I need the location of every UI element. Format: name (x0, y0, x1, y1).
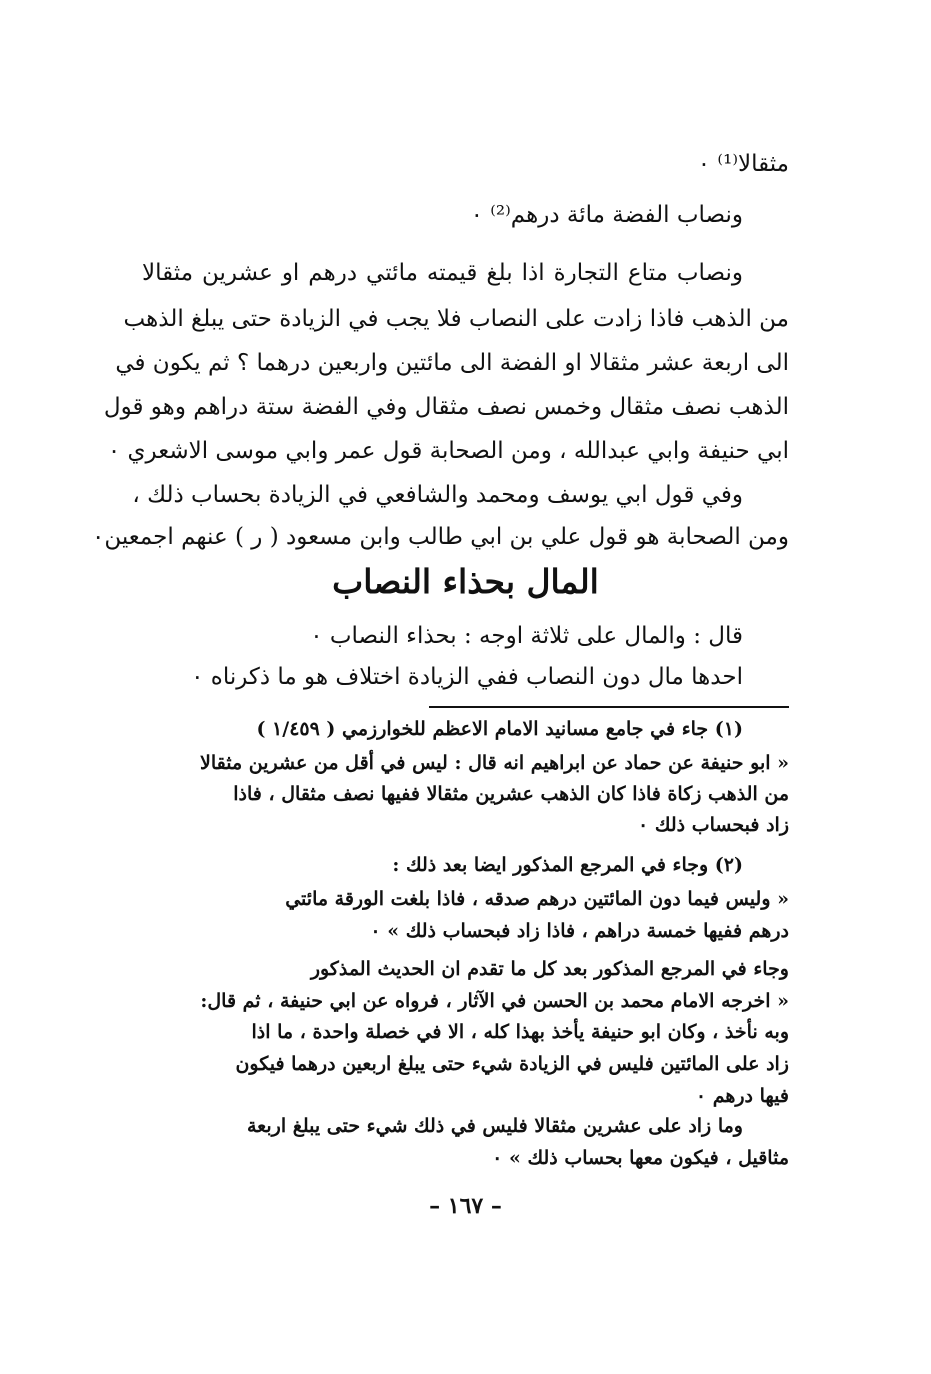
body-line: الى اربعة عشر مثقالا او الفضة الى مائتين واربعين درهما ؟ ثم يكون في (115, 350, 789, 376)
footnote-line: وبه نأخذ ، وكان ابو حنيفة يأخذ بهذا كله ، الا في خصلة واحدة ، ما اذا (251, 1021, 789, 1043)
footnote-line: زاد على المائتين فليس في الزيادة شيء حتى يبلغ اربعين درهما فيكون (235, 1053, 789, 1075)
body-line: احدها مال دون النصاب ففي الزيادة اختلاف هو ما ذكرناه ٠ (191, 664, 743, 690)
body-line: قال : والمال على ثلاثة اوجه : بحذاء النصاب ٠ (310, 623, 743, 649)
footnote-line: زاد فبحساب ذلك ٠ (638, 814, 789, 836)
footnote-line: فيها درهم ٠ (695, 1085, 789, 1107)
body-line: وفي قول ابي يوسف ومحمد والشافعي في الزيادة بحساب ذلك ، (132, 482, 743, 508)
footnote-line: « ابو حنيفة عن حماد عن ابراهيم انه قال : ليس في أقل من عشرين مثقالا (200, 752, 789, 774)
body-line: ومن الصحابة هو قول علي بن ابي طالب وابن مسعود ( ر ) عنهم اجمعين٠ (91, 524, 789, 550)
footnote-line: « وليس فيما دون المائتين درهم صدقه ، فاذا بلغت الورقة مائتي (285, 888, 789, 910)
footnote-line: درهم ففيها خمسة دراهم ، فاذا زاد فبحساب ذلك » ٠ (370, 920, 789, 942)
footnote-divider (429, 706, 789, 708)
body-line: ونصاب متاع التجارة اذا بلغ قيمته مائتي درهم او عشرين مثقالا (142, 260, 743, 286)
footnote-line: من الذهب زكاة فاذا كان الذهب عشرين مثقالا ففيها نصف مثقال ، فاذا (233, 783, 789, 805)
body-line: من الذهب فاذا زادت على النصاب فلا يجب في الزيادة حتى يبلغ الذهب (123, 306, 789, 332)
footnote-line: (١) جاء في جامع مسانيد الامام الاعظم للخوارزمي ( ١/٤٥٩ ) (256, 718, 743, 740)
footnote-line: (٢) وجاء في المرجع المذكور ايضا بعد ذلك : (392, 854, 743, 876)
body-line-continuation: مثقالا⁽¹⁾ ٠ (697, 151, 789, 177)
footnote-line: وجاء في المرجع المذكور بعد كل ما تقدم ان الحديث المذكور (310, 958, 789, 980)
footnote-line: « اخرجه الامام محمد بن الحسن في الآثار ، فرواه عن ابي حنيفة ، ثم قال: (200, 990, 789, 1012)
footnote-line: مثاقيل ، فيكون معها بحساب ذلك » ٠ (492, 1147, 789, 1169)
footnote-line: وما زاد على عشرين مثقالا فليس في ذلك شيء حتى يبلغ اربعة (247, 1115, 743, 1137)
section-heading: المال بحذاء النصاب (332, 562, 599, 601)
body-line: الذهب نصف مثقال وخمس نصف مثقال وفي الفضة ستة دراهم وهو قول (103, 394, 789, 420)
body-line: ابي حنيفة وابي عبدالله ، ومن الصحابة قول عمر وابي موسى الاشعري ٠ (107, 438, 789, 464)
page-number: – ١٦٧ – (429, 1193, 502, 1219)
body-line-silver-nisab: ونصاب الفضة مائة درهم⁽²⁾ ٠ (470, 202, 743, 228)
